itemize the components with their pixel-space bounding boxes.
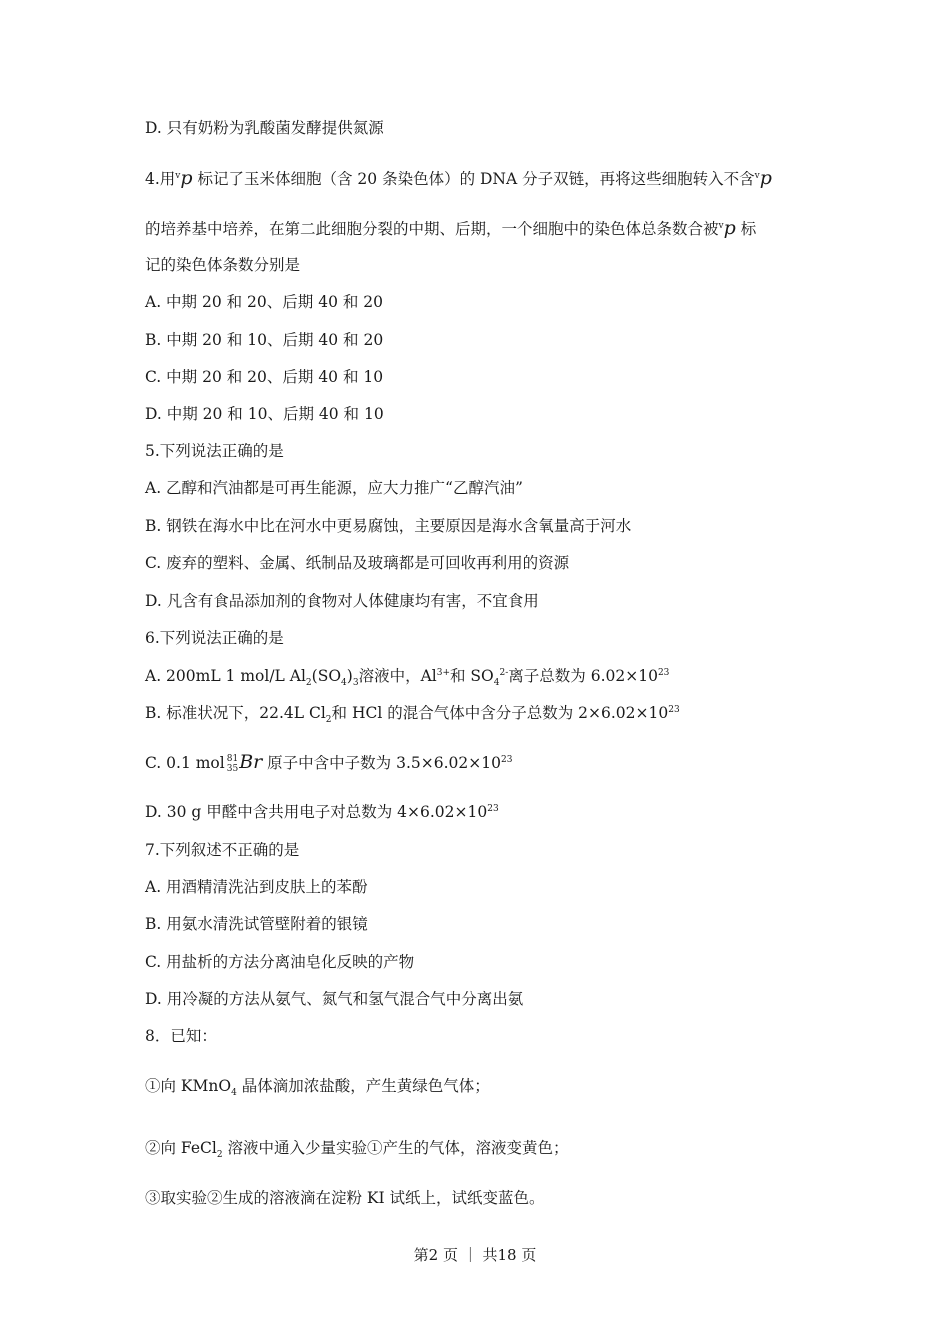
superscript: v — [175, 170, 181, 181]
q6-option-c: C. 0.1 mol 81 35Br 原子中含中子数为 $3.5\times 6.02\times 10^{23}$ — [145, 751, 513, 774]
q4-stem-line1: 4.用$^v$p 标记了玉米体细胞（含 20 条染色体）的 DNA 分子双链，再将这些细胞转入不含$^v$p — [145, 167, 772, 189]
q5-option-c: C. 废弃的塑料、金属、纸制品及玻璃都是可回收再利用的资源 — [145, 554, 570, 572]
q8-stem: 8．已知： — [145, 1027, 217, 1045]
q7-option-b: B. 用氨水清洗试管壁附着的银镜 — [145, 915, 368, 933]
q5-option-d: D. 凡含有食品添加剂的食物对人体健康均有害，不宜食用 — [145, 592, 539, 610]
q4-option-c: C. 中期 20 和 20、后期 40 和 10 — [145, 368, 384, 386]
symbol-p: p — [180, 167, 193, 189]
q8-step-1: ①向 KMnO$_4$ 晶体滴加浓盐酸，产生黄绿色气体； — [145, 1077, 490, 1099]
q6-option-d: D. 30 g 甲醛中含共用电子对总数为 $4\times 6.02\times 10^{23}$ — [145, 803, 499, 821]
q5-option-a: A. 乙醇和汽油都是可再生能源，应大力推广“乙醇汽油” — [145, 479, 523, 497]
q5-stem: 5.下列说法正确的是 — [145, 442, 284, 460]
q6-option-b: B. 标准状况下，22.4L $Cl_2$和 HCl 的混合气体中含分子总数为 $2\times 6.02\times 10^{23}$ — [145, 704, 680, 726]
q7-option-a: A. 用酒精清洗沾到皮肤上的苯酚 — [145, 878, 368, 896]
q4-option-b: B. 中期 20 和 10、后期 40 和 20 — [145, 331, 384, 349]
isotope-notation: 81 35 — [226, 754, 239, 774]
q8-step-3: ③取实验②生成的溶液滴在淀粉 KI 试纸上，试纸变蓝色。 — [145, 1189, 545, 1207]
q6-option-a: A. 200mL 1 mol/L $Al_2(SO_4)_3$溶液中，$Al^{3+}$和 $SO_4^{2-}$离子总数为 $6.02\times 10^{23}$ — [145, 667, 670, 689]
page-footer: 第2 页 ｜ 共18 页 — [413, 1246, 537, 1264]
q4-stem-line2: 的培养基中培养，在第二此细胞分裂的中期、后期，一个细胞中的染色体总条数合被$^v$p 标 — [145, 217, 757, 239]
q5-option-b: B. 钢铁在海水中比在河水中更易腐蚀，主要原因是海水含氧量高于河水 — [145, 517, 632, 535]
q4-option-d: D. 中期 20 和 10、后期 40 和 10 — [145, 405, 384, 423]
q7-option-d: D. 用冷凝的方法从氨气、氮气和氢气混合气中分离出氨 — [145, 990, 524, 1008]
symbol-br: Br — [239, 751, 263, 773]
q4-option-a: A. 中期 20 和 20、后期 40 和 20 — [145, 293, 384, 311]
q6-stem: 6.下列说法正确的是 — [145, 629, 284, 647]
q3-option-d: D. 只有奶粉为乳酸菌发酵提供氮源 — [145, 119, 384, 137]
q4-stem-line3: 记的染色体条数分别是 — [145, 256, 301, 274]
q7-option-c: C. 用盐析的方法分离油皂化反映的产物 — [145, 953, 415, 971]
q7-stem: 7.下列叙述不正确的是 — [145, 841, 300, 859]
q8-step-2: ②向 FeCl$_2$ 溶液中通入少量实验①产生的气体，溶液变黄色； — [145, 1139, 569, 1161]
